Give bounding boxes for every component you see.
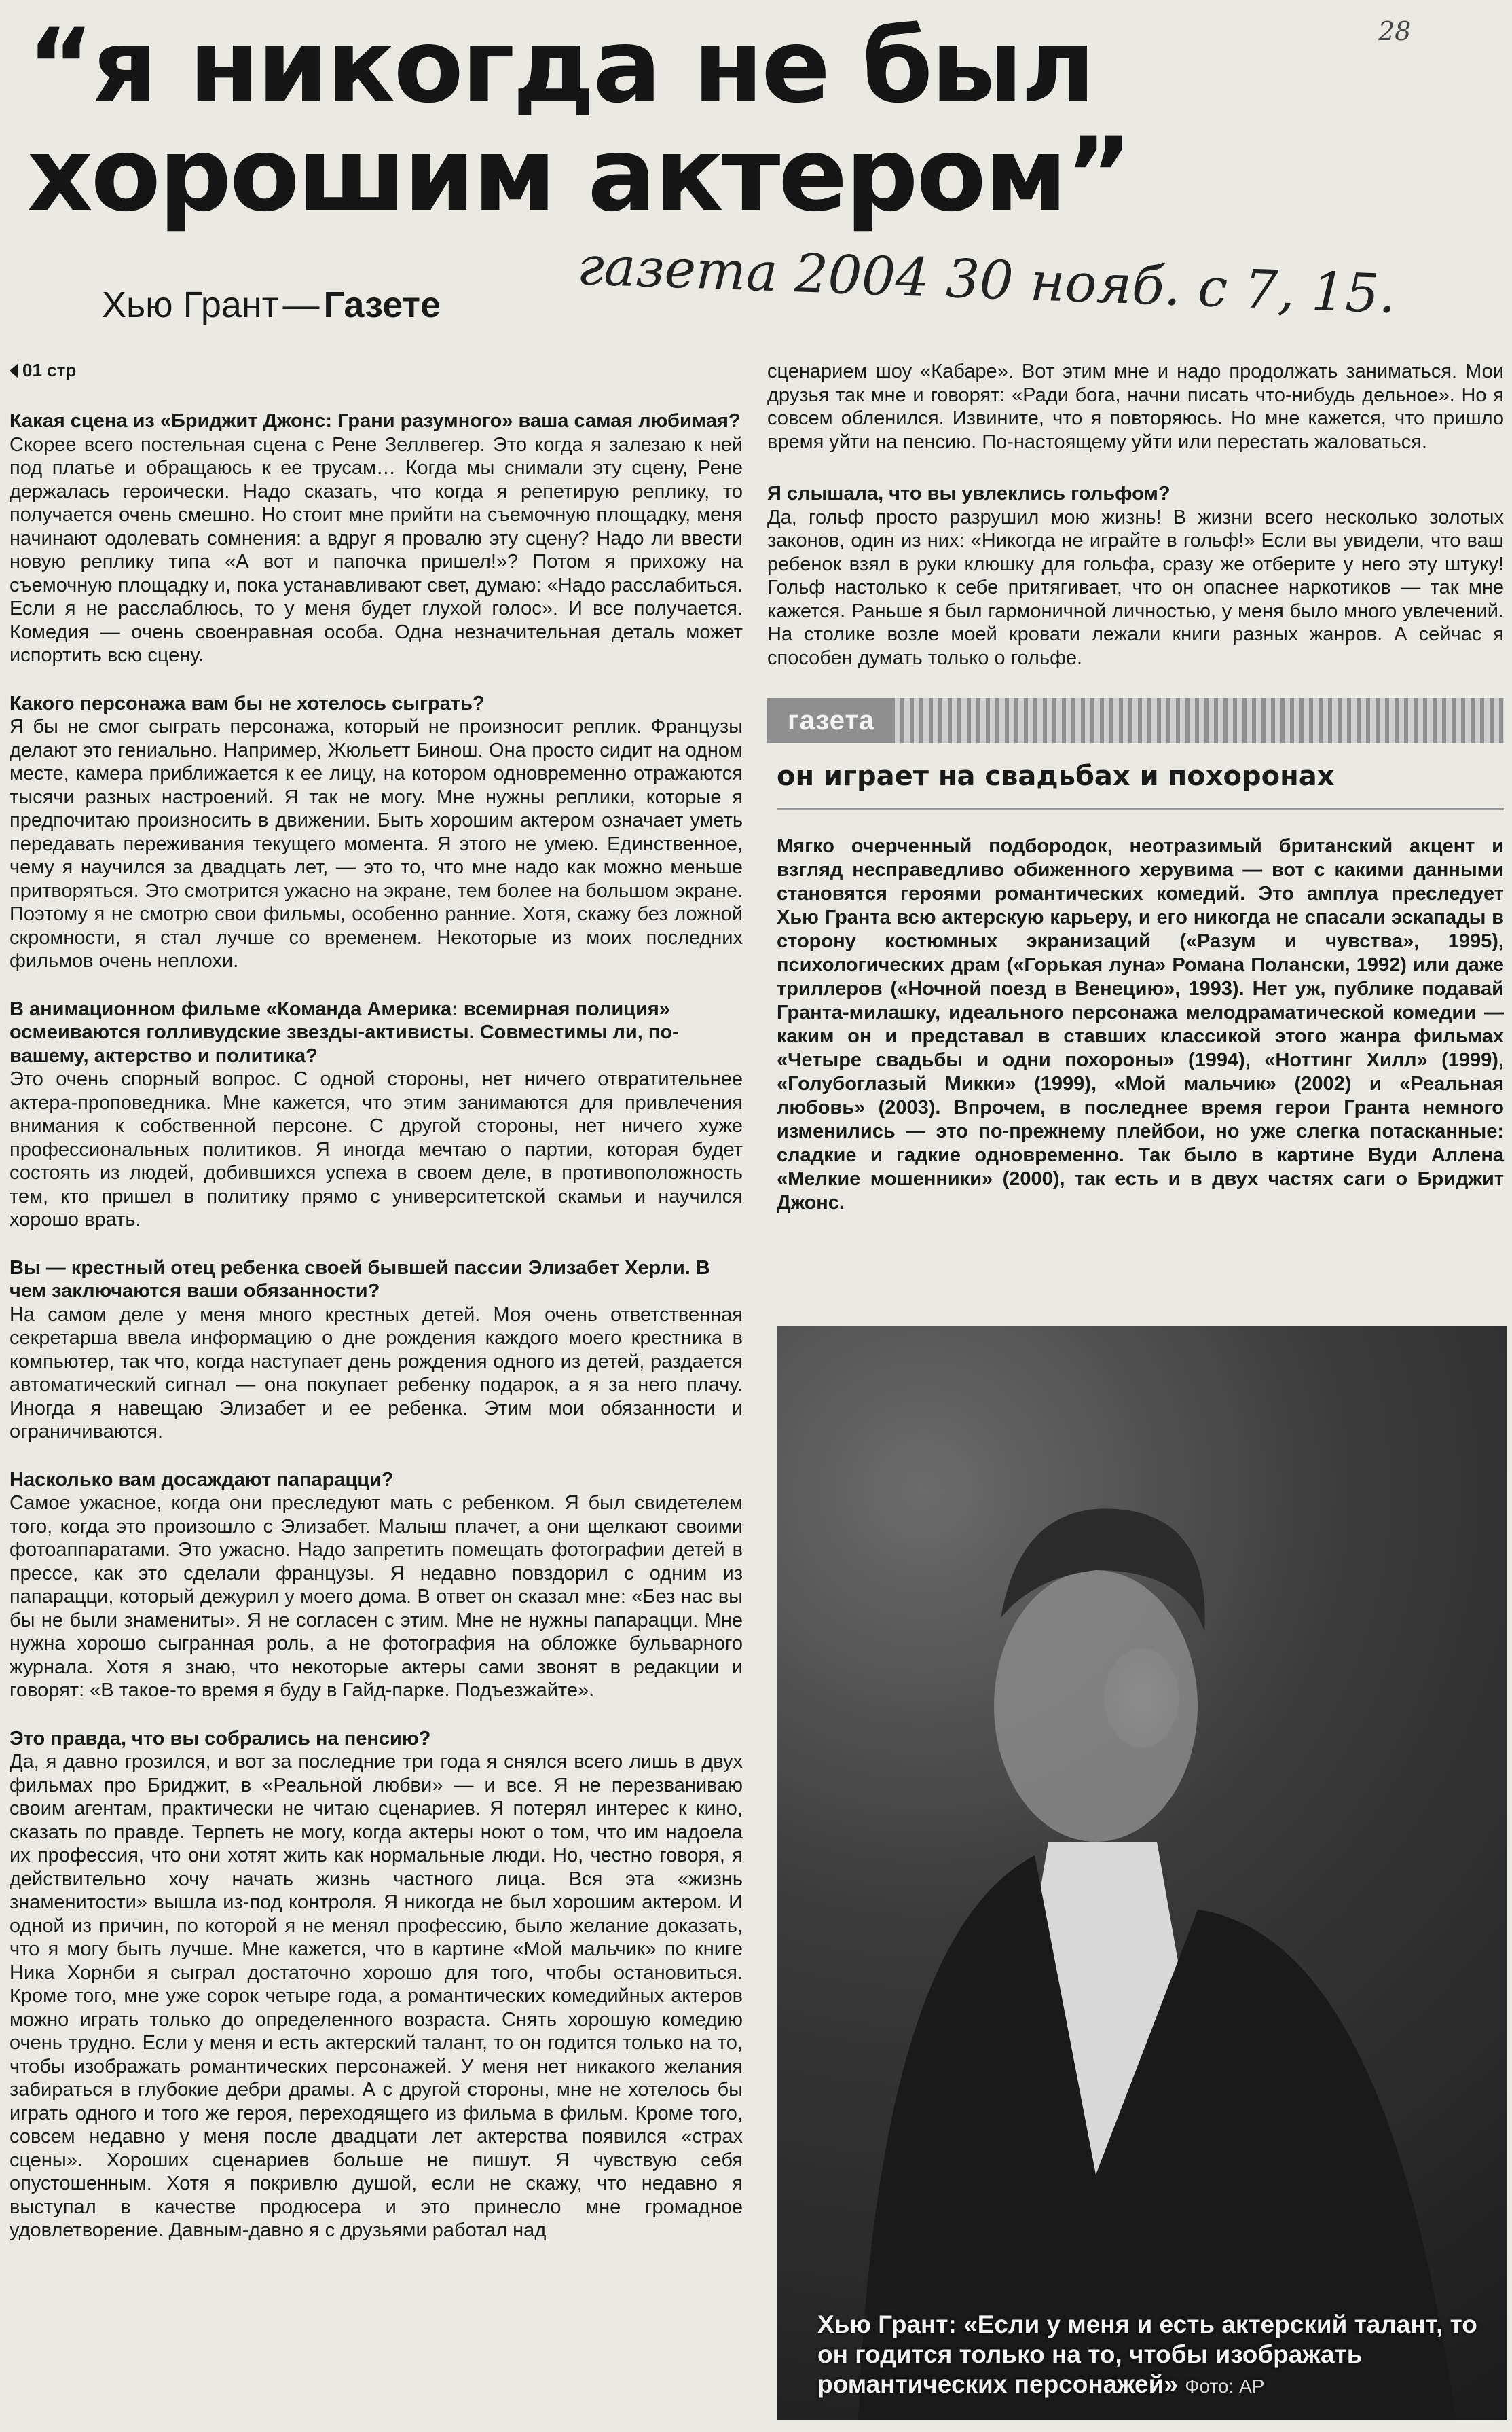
question: Вы — крестный отец ребенка своей бывшей пассии Элизабет Херли. В чем заключаются ваши обязанности? [10,1256,710,1302]
handwritten-note: газета 2004 30 нояб. с 7, 15. [576,235,1397,326]
byline-outlet: Газете [323,285,441,325]
sidebar-box [767,698,1504,1215]
question: Я слышала, что вы увлеклись гольфом? [767,483,1170,505]
photo-credit: Фото: AP [1185,2376,1265,2397]
arrow-left-icon [10,363,18,378]
sidebar-header-bar [767,698,1504,743]
answer-continued: сценарием шоу «Кабаре». Вот этим мне и надо продолжать заниматься. Мои друзья так мне и говорят: «Ради бога, начни писать что-нибудь дельное». Но я совсем обленился. Извините, что я повторяюсь. Но мне кажется, что пришло время уйти на пенсию. По-настоящему уйти или перестать жаловаться. [767,361,1504,453]
sidebar-label: газета [767,698,895,743]
question: Это правда, что вы собрались на пенсию? [10,1727,431,1749]
sidebar-title: он играет на свадьбах и похоронах [777,761,1504,810]
answer: Я бы не смог сыграть персонажа, который не произносит реплик. Французы делают это гениально. Например, Жюльетт Бинош. Она просто сидит на одном месте, камера приближается к ее лицу, на котором одновременно отражаются тысячи разных настроений. Я так не могу. Мне нужны реплики, которые я предпочитаю произносить в движении. Быть хорошим актером означает уметь передавать переживания текущего момента. Я этого не умею. Единственное, чему я научился за двадцать лет, — это то, что мне надо как можно меньше притворяться. Это смотрится ужасно на экране, тем более на большом экране. Поэтому я не смотрю свои фильмы, особенно ранние. Хотя, скажу без ложной скромности, я стал лучше со временем. Некоторые из моих последних фильмов очень неплохи. [10,716,743,972]
answer: Самое ужасное, когда они преследуют мать с ребенком. Я был свидетелем того, когда это произошло с Элизабет. Малыш плачет, а они щелкают своими фотоаппаратами. Это ужасно. Надо запретить помещать фотографии детей в прессе, как это сделали французы. Я недавно повздорил с одним из папарацци, который дежурил у моего дома. В ответ он сказал мне: «Без нас вы бы не были знамениты». Я не согласен с этим. Мне не нужны папарацци. Мне нужна хорошо сыгранная роль, а не фотография на обложке бульварного журнала. Хотя я знаю, что некоторые актеры сами звонят в редакции и говорят: «В такое-то время я буду в Гайд-парке. Подъезжайте». [10,1492,743,1701]
interview-right-column [767,360,1504,1215]
byline-name: Хью Грант [102,285,279,325]
caption-text: Хью Грант: «Если у меня и есть актерский талант, то он годится только на то, чтобы изображать романтических персонажей» [817,2310,1477,2398]
face-shape [994,1570,1198,1842]
sidebar-text: Мягко очерченный подбородок, неотразимый британский акцент и взгляд несправедливо обиженного херувима — вот с какими данными становятся героями романтических комедий. Это амплуа преследует Хью Гранта всю актерскую карьеру, и его никогда не спасали эскапады в сторону костюмных экранизаций («Разум и чувства», 1995), психологических драм («Горькая луна» Романа Полански, 1992) или даже триллеров («Ночной поезд в Венецию», 1993). Нет уж, публике подавай Гранта-милашку, идеального персонажа мелодраматической комедии — каким он и представал в ставших классикой этого жанра фильмах «Четыре свадьбы и одни похороны» (1994), «Ноттинг Хилл» (1999), «Голубоглазый Микки» (1999), «Мой мальчик» (2002) и «Реальная любовь» (2003). Впрочем, в последнее время герои Гранта немного изменились — это по-прежнему плейбои, но уже слегка потасканные: сладкие и гадкие одновременно. Так было в картине Вуди Аллена «Мелкие мошенники» (2000), так есть и в двух частях саги о Бриджит Джонс. [777,835,1504,1214]
interview-left-column [10,360,743,2267]
byline [102,284,441,326]
answer: На самом деле у меня много крестных детей. Моя очень ответственная секретарша ввела информацию о дне рождения каждого моего крестника в компьютер, так что, когда наступает день рождения одного из детей, раздается автоматический сигнал — она покупает ребенку подарок, а я за него плачу. Иногда я навещаю Элизабет и ее ребенка. Этим мои обязанности и ограничиваются. [10,1303,743,1442]
question: Насколько вам досаждают папарацци? [10,1468,394,1491]
answer: Скорее всего постельная сцена с Рене Зеллвегер. Это когда я залезаю к ней под платье и обращаюсь к ее трусам… Когда мы снимали эту сцену, Рене держалась героически. Надо сказать, что когда я репетирую реплику, то получается очень смешно. Но стоит мне прийти на съемочную площадку, меня начинают одолевать сомнения: а вдруг я провалю эту сцену? Надо ли ввести новую реплику типа «А вот и папочка пришел!»? Потом я прихожу на съемочную площадку и, пока устанавливают свет, думаю: «Надо расслабиться. Если я не расслаблюсь, то у меня будет глухой голос». И все получается. Комедия — очень своенравная особа. Одна незначительная деталь может испортить всю сцену. [10,433,743,666]
headline: “я никогда не был хорошим актером” [27,7,1130,234]
photo-caption [817,2310,1496,2401]
handwritten-page-mark: 28 [1378,16,1412,46]
answer: Да, гольф просто разрушил мою жизнь! В жизни всего несколько золотых законов, один из них: «Никогда не играйте в гольф!» Если вы увидели, что ваш ребенок взял в руки клюшку для гольфа, сразу же отберите у него эту штуку! Гольф настолько к себе притягивает, что он опаснее наркотиков — так мне кажется. Раньше я был гармоничной личностью, у меня было много увлечений. На столике возле моей кровати лежали книги разных жанров. А сейчас я способен думать только о гольфе. [767,506,1504,669]
question: Какого персонажа вам бы не хотелось сыграть? [10,692,485,714]
byline-dash: — [282,285,320,325]
answer: Это очень спорный вопрос. С одной стороны, нет ничего отвратительнее актера-проповедника. Мне кажется, что этим занимаются для привлечения внимания к собственной персоне. С другой стороны, нет ничего хуже профессиональных политиков. Я иногда мечтаю о партии, которая будет состоять из людей, добившихся успеха в своем деле, в противоположность тем, кто пришел в политику прямо с университетской скамьи и научился хорошо врать. [10,1068,743,1231]
answer: Да, я давно грозился, и вот за последние три года я снялся всего лишь в двух фильмах про Бриджит, в «Реальной любви» — и все. Я не перезваниваю своим агентам, практически не читаю сценариев. Я потерял интерес к кино, сказать по правде. Терпеть не могу, когда актеры ноют о том, что им надоела их профессия, что они хотят жить как нормальные люди. Но, честно говоря, я действительно хочу начать жизнь частного лица. Вся эта «жизнь знаменитости» вышла из-под контроля. Я никогда не был хорошим актером. И одной из причин, по которой я не менял профессию, было желание доказать, что я могу быть лучше. Мне кажется, что в картине «Мой мальчик» по книге Ника Хорнби я сыграл достаточно хорошо для того, чтобы остановиться. Кроме того, мне уже сорок четыре года, а романтических комедийных актеров можно играть только до определенного возраста. Снять хорошую комедию очень трудно. Если у меня и есть актерский талант, то он годится только на то, чтобы изображать романтических персонажей. У меня нет никакого желания забираться в глубокие дебри драмы. А с другой стороны, мне не хотелось бы играть одного и того же героя, переходящего из фильма в фильм. Кроме того, совсем недавно у меня после двадцати лет актерства появился «страх сцены». Хороших сценариев больше не пишут. Я чувствую себя опустошенным. Хотя я покривлю душой, если не скажу, что недавно я выступал в качестве продюсера и это принесло мне громадное удовлетворение. Давным-давно я с друзьями работал над [10,1751,743,2241]
portrait-silhouette [777,1326,1507,2420]
continuation-label: 01 стр [22,360,77,380]
continuation-marker [10,360,743,381]
question: В анимационном фильме «Команда Америка: всемирная полиция» осмеиваются голливудские звезды-активисты. Совместимы ли, по-вашему, актерство и политика? [10,998,679,1067]
portrait-photo [777,1326,1507,2420]
question: Какая сцена из «Бриджит Джонс: Грани разумного» ваша самая любимая? [10,410,741,432]
